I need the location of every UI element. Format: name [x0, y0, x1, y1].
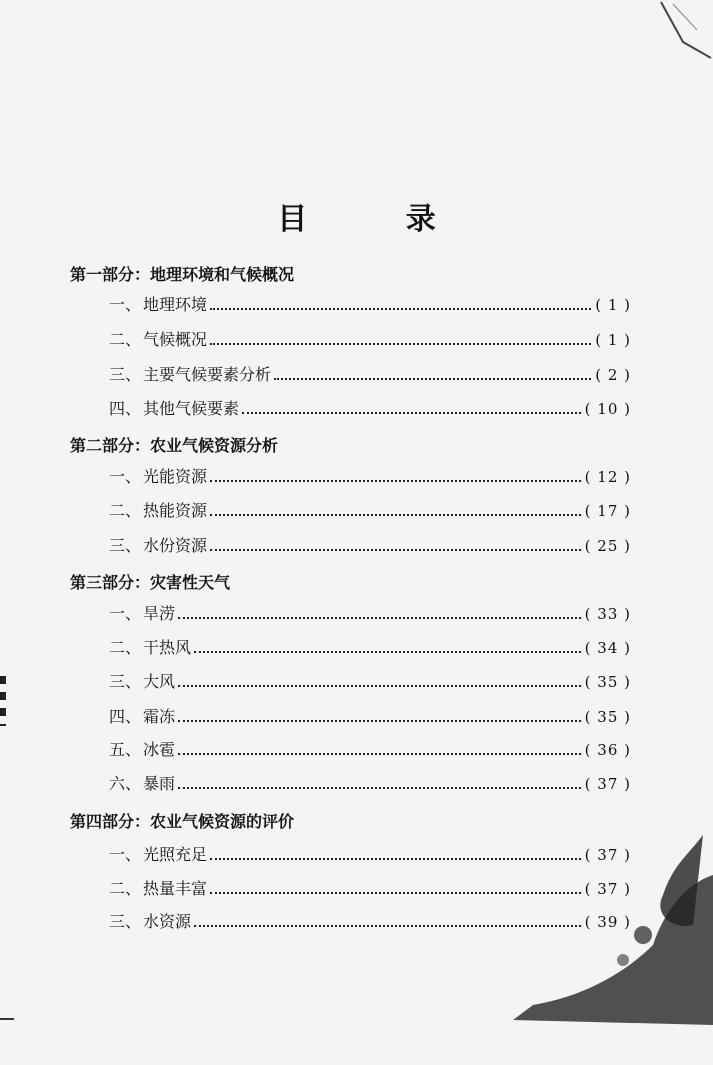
dot-leader: [210, 857, 581, 860]
edge-mark: [0, 1018, 14, 1020]
entry-page: ( 25 ): [584, 537, 631, 555]
page-title: 目 录: [277, 202, 480, 237]
dot-leader: [178, 719, 581, 722]
entry-label: 光照充足: [143, 845, 208, 864]
dot-leader: [210, 479, 581, 482]
toc-entry: [109, 909, 631, 933]
entry-number: 二、: [109, 330, 142, 349]
binding-mark: [0, 676, 6, 726]
entry-page: ( 17 ): [584, 502, 631, 520]
entry-page: ( 35 ): [584, 673, 631, 691]
entry-page: ( 1 ): [595, 296, 631, 314]
entry-page: ( 39 ): [584, 913, 631, 931]
entry-number: 三、: [109, 365, 142, 384]
toc-entry: [109, 842, 631, 866]
dot-leader: [242, 411, 581, 414]
entry-number: 三、: [109, 912, 142, 931]
entry-label: 热量丰富: [143, 879, 208, 898]
page-corner-fold-mark: [653, 0, 713, 80]
entry-label: 霜冻: [143, 707, 176, 726]
part-heading: 第四部分：农业气候资源的评价: [70, 812, 295, 831]
entry-page: ( 12 ): [584, 468, 631, 486]
toc-entry: [109, 396, 631, 420]
entry-label: 光能资源: [143, 467, 208, 486]
entry-number: 一、: [109, 467, 142, 486]
entry-number: 二、: [109, 879, 142, 898]
dot-leader: [210, 548, 581, 551]
toc-entry: [109, 704, 631, 728]
entry-number: 三、: [109, 536, 142, 555]
dot-leader: [178, 684, 581, 687]
entry-label: 旱涝: [143, 604, 176, 623]
part-heading: 第三部分：灾害性天气: [70, 573, 231, 592]
toc-entry: [109, 327, 631, 351]
entry-page: ( 37 ): [584, 846, 631, 864]
entry-page: ( 34 ): [584, 639, 631, 657]
entry-number: 四、: [109, 707, 142, 726]
entry-label: 其他气候要素: [143, 399, 240, 418]
toc-entry: [109, 876, 631, 900]
toc-entry: [109, 771, 631, 795]
entry-number: 三、: [109, 672, 142, 691]
entry-page: ( 37 ): [584, 880, 631, 898]
dot-leader: [210, 307, 591, 310]
entry-label: 主要气候要素分析: [143, 365, 272, 384]
entry-number: 六、: [109, 774, 142, 793]
dot-leader: [178, 752, 581, 755]
part-heading: 第一部分：地理环境和气候概况: [70, 265, 295, 284]
entry-page: ( 10 ): [584, 400, 631, 418]
toc-entry: [109, 362, 631, 386]
entry-page: ( 33 ): [584, 605, 631, 623]
dot-leader: [178, 616, 581, 619]
entry-label: 暴雨: [143, 774, 176, 793]
entry-label: 气候概况: [143, 330, 208, 349]
entry-label: 干热风: [143, 638, 192, 657]
entry-number: 五、: [109, 740, 142, 759]
entry-page: ( 35 ): [584, 708, 631, 726]
toc-entry: [109, 737, 631, 761]
toc-entry: [109, 601, 631, 625]
entry-number: 一、: [109, 604, 142, 623]
dot-leader: [210, 342, 591, 345]
dot-leader: [178, 786, 581, 789]
entry-page: ( 36 ): [584, 741, 631, 759]
entry-page: ( 37 ): [584, 775, 631, 793]
toc-entry: [109, 498, 631, 522]
entry-number: 二、: [109, 501, 142, 520]
dot-leader: [194, 924, 581, 927]
entry-label: 水资源: [143, 912, 192, 931]
entry-label: 大风: [143, 672, 176, 691]
entry-label: 冰雹: [143, 740, 176, 759]
dot-leader: [274, 377, 591, 380]
toc-entry: [109, 464, 631, 488]
dot-leader: [210, 513, 581, 516]
entry-number: 四、: [109, 399, 142, 418]
dot-leader: [194, 650, 581, 653]
entry-number: 一、: [109, 845, 142, 864]
entry-page: ( 2 ): [595, 366, 631, 384]
entry-label: 水份资源: [143, 536, 208, 555]
dot-leader: [210, 891, 581, 894]
toc-entry: [109, 635, 631, 659]
toc-entry: [109, 292, 631, 316]
entry-label: 地理环境: [143, 295, 208, 314]
toc-entry: [109, 533, 631, 557]
entry-label: 热能资源: [143, 501, 208, 520]
entry-page: ( 1 ): [595, 331, 631, 349]
entry-number: 二、: [109, 638, 142, 657]
entry-number: 一、: [109, 295, 142, 314]
toc-entry: [109, 669, 631, 693]
part-heading: 第二部分：农业气候资源分析: [70, 436, 279, 455]
